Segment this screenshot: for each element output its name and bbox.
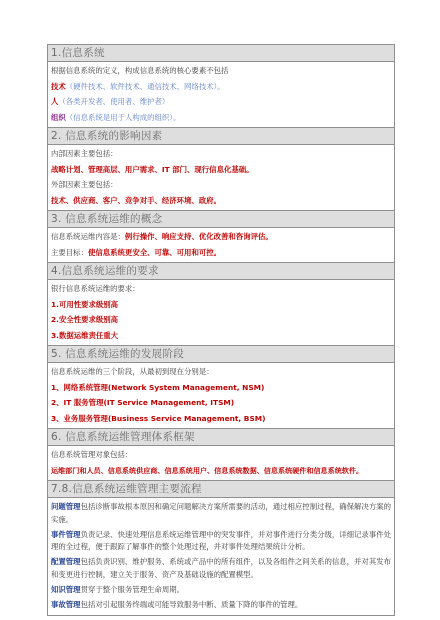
text-line: 信息系统运维内容是：例行操作、响应支持、优化改善和咨询评估。 xyxy=(51,232,273,241)
text-line: 1、网络系统管理(Network System Management, NSM) xyxy=(51,382,265,392)
paragraph: 知识管理贯穿于整个服务管理生命周期。 xyxy=(51,584,185,594)
paragraph: 配置管理包括负责识别、维护服务、系统或产品中的所有组件，以及各组件之间关系的信息，并对其发布和变更进行控制，建立关于服务、资产及基础设施的配置模型。 xyxy=(51,557,391,579)
text-line: 根据信息系统的定义，构成信息系统的核心要素不包括 xyxy=(51,66,229,75)
section-2 xyxy=(47,128,395,211)
section-title: 7.8.信息系统运维管理主要流程 xyxy=(48,481,394,498)
text-line: 1.可用性要求级别高 xyxy=(51,299,119,309)
text-line: 外部因素主要包括： xyxy=(51,180,118,189)
text-line: 技术（硬件技术、软件技术、通信技术、网络技术）。 xyxy=(51,81,225,91)
section-6 xyxy=(47,429,395,481)
text-line: 技术、供应商、客户、竞争对手、经济环境、政府。 xyxy=(51,195,221,205)
text-line: 内部因素主要包括： xyxy=(51,149,118,158)
section-title: 1.信息系统 xyxy=(48,45,394,62)
section-title: 3. 信息系统运维的概念 xyxy=(48,211,394,228)
section-7 xyxy=(47,481,395,616)
section-3 xyxy=(47,211,395,263)
section-1 xyxy=(47,45,395,128)
paragraph: 问题管理包括诊断事故根本原因和确定问题解决方案所需要的活动，通过相应控制过程，确保解决方案的实施。 xyxy=(51,502,391,524)
paragraph: 事件管理负责记录、快速处理信息系统运维管理中的突发事件，并对事件进行分类分级，详细记录事件处理的全过程，便于跟踪了解事件的整个处理过程，并对事件处理结果统计分析。 xyxy=(51,529,391,552)
text-line: 2.安全性要求级别高 xyxy=(51,315,119,324)
text-line: 组织（信息系统是用于人构成的组织）。 xyxy=(51,112,181,122)
section-title: 4.信息系统运维的要求 xyxy=(48,263,394,280)
text-line: 战略计划、管理高层、用户需求、IT 部门、现行信息化基础。 xyxy=(51,164,254,174)
text-line: 主要目标：使信息系统更安全、可靠、可用和可控。 xyxy=(51,247,222,257)
text-line: 运维部门和人员、信息系统供应商、信息系统用户、信息系统数据、信息系统硬件和信息系统软件。 xyxy=(51,465,364,475)
text-line: 信息系统运维的三个阶段，从最初到现在分别是： xyxy=(51,367,214,376)
text-line: 2、IT 服务管理(IT Service Management, ITSM) xyxy=(51,398,235,407)
section-title: 6. 信息系统运维管理体系框架 xyxy=(48,429,394,446)
document-table xyxy=(47,44,395,616)
section-4 xyxy=(47,263,395,346)
text-line: 3.数据运维责任重大 xyxy=(51,330,119,340)
section-title: 2. 信息系统的影响因素 xyxy=(48,128,394,145)
section-title: 5. 信息系统运维的发展阶段 xyxy=(48,346,394,363)
section-5 xyxy=(47,346,395,429)
text-line: 3、业务服务管理(Business Service Management, BSM) xyxy=(51,413,266,423)
text-line: 银行信息系统运维的要求： xyxy=(51,284,140,293)
paragraph: 事故管理包括对引起服务终端或可能导致服务中断、质量下降的事件的管理。 xyxy=(51,599,303,609)
text-line: 人（各类开发者、使用者、维护者） xyxy=(51,97,170,106)
text-line: 信息系统管理对象包括： xyxy=(51,450,133,459)
